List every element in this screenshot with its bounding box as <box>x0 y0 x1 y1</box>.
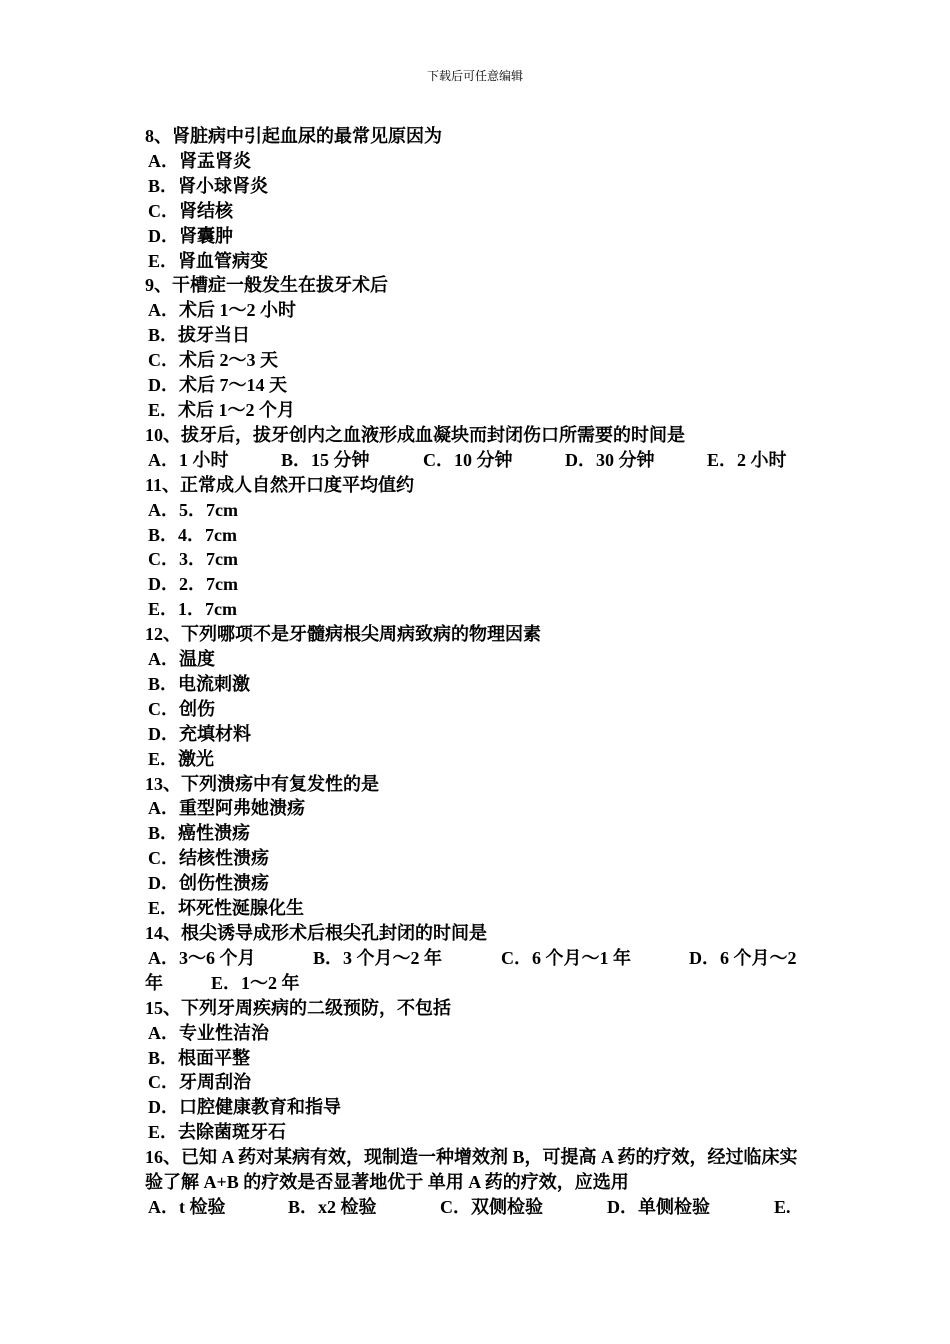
question-stem: 16、已知 A 药对某病有效，现制造一种增效剂 B，可提高 A 药的疗效，经过临床实验了解 A+B 的疗效是否显著地优于 单用 A 药的疗效，应选用 <box>145 1147 798 1193</box>
option-b: B．拔牙当日 <box>148 325 251 346</box>
option-b: B．癌性溃疡 <box>148 823 251 844</box>
option-e: E．2 小时 <box>707 449 787 470</box>
option-d: D．30 分钟 <box>565 449 655 470</box>
option-c: C．10 分钟 <box>423 449 513 470</box>
page-header: 下载后可任意编辑 <box>426 69 523 83</box>
question-stem: 9、干槽症一般发生在拔牙术后 <box>145 275 388 296</box>
option-a: A．肾盂肾炎 <box>148 150 251 171</box>
option-b: B．4．7cm <box>148 524 237 545</box>
option-row <box>145 946 810 971</box>
option-d-continuation: 年 <box>145 972 163 993</box>
option-a: A．重型阿弗她溃疡 <box>148 798 305 819</box>
option-d: D．6 个月～2 <box>689 947 797 968</box>
option-c: C．3．7cm <box>148 549 238 570</box>
option-d: D．2．7cm <box>148 574 238 595</box>
option-d: D．创伤性溃疡 <box>148 873 269 894</box>
option-a: A．术后 1～2 小时 <box>148 300 296 321</box>
option-e: E．去除菌斑牙石 <box>148 1122 287 1143</box>
option-c: C．肾结核 <box>148 200 233 221</box>
question-stem: 11、正常成人自然开口度平均值约 <box>145 474 415 495</box>
option-d: D．单侧检验 <box>607 1196 710 1217</box>
option-a: A．专业性洁治 <box>148 1022 269 1043</box>
option-a: A．5．7cm <box>148 499 238 520</box>
option-e: E．激光 <box>148 748 215 769</box>
question-stem: 12、下列哪项不是牙髓病根尖周病致病的物理因素 <box>145 624 541 645</box>
option-e: E．1～2 年 <box>211 972 300 993</box>
question-list <box>145 124 810 1220</box>
option-e: E．坏死性涎腺化生 <box>148 898 305 919</box>
option-c: C．结核性溃疡 <box>148 848 269 869</box>
option-row-continuation <box>145 971 810 996</box>
option-c: C．双侧检验 <box>440 1196 543 1217</box>
option-d: D．充填材料 <box>148 723 251 744</box>
option-a: A．3～6 个月 <box>148 947 256 968</box>
option-e: E. <box>774 1196 791 1217</box>
option-c: C．6 个月～1 年 <box>501 947 631 968</box>
option-row <box>145 448 810 473</box>
option-e: E．术后 1～2 个月 <box>148 399 296 420</box>
option-row <box>145 1195 810 1220</box>
option-d: D．口腔健康教育和指导 <box>148 1097 341 1118</box>
option-e: E．1．7cm <box>148 599 237 620</box>
option-b: B．根面平整 <box>148 1047 251 1068</box>
option-e: E．肾血管病变 <box>148 250 269 271</box>
option-a: A．温度 <box>148 649 215 670</box>
question-stem: 13、下列溃疡中有复发性的是 <box>145 773 379 794</box>
option-b: B．3 个月～2 年 <box>313 947 443 968</box>
option-c: C．创伤 <box>148 698 215 719</box>
question-stem: 15、下列牙周疾病的二级预防，不包括 <box>145 997 451 1018</box>
option-c: C．牙周刮治 <box>148 1072 251 1093</box>
question-stem: 14、根尖诱导成形术后根尖孔封闭的时间是 <box>145 923 487 943</box>
option-b: B．x2 检验 <box>288 1196 377 1217</box>
option-c: C．术后 2～3 天 <box>148 350 278 371</box>
option-b: B．15 分钟 <box>281 449 370 470</box>
option-b: B．肾小球肾炎 <box>148 175 269 196</box>
option-d: D．术后 7～14 天 <box>148 375 287 396</box>
option-d: D．肾囊肿 <box>148 225 233 246</box>
question-stem: 10、拔牙后，拔牙创内之血液形成血凝块而封闭伤口所需要的时间是 <box>145 424 685 445</box>
option-a: A．1 小时 <box>148 449 229 470</box>
option-b: B．电流刺激 <box>148 673 251 694</box>
question-stem: 8、肾脏病中引起血尿的最常见原因为 <box>145 126 442 146</box>
option-a: A．t 检验 <box>148 1196 226 1217</box>
